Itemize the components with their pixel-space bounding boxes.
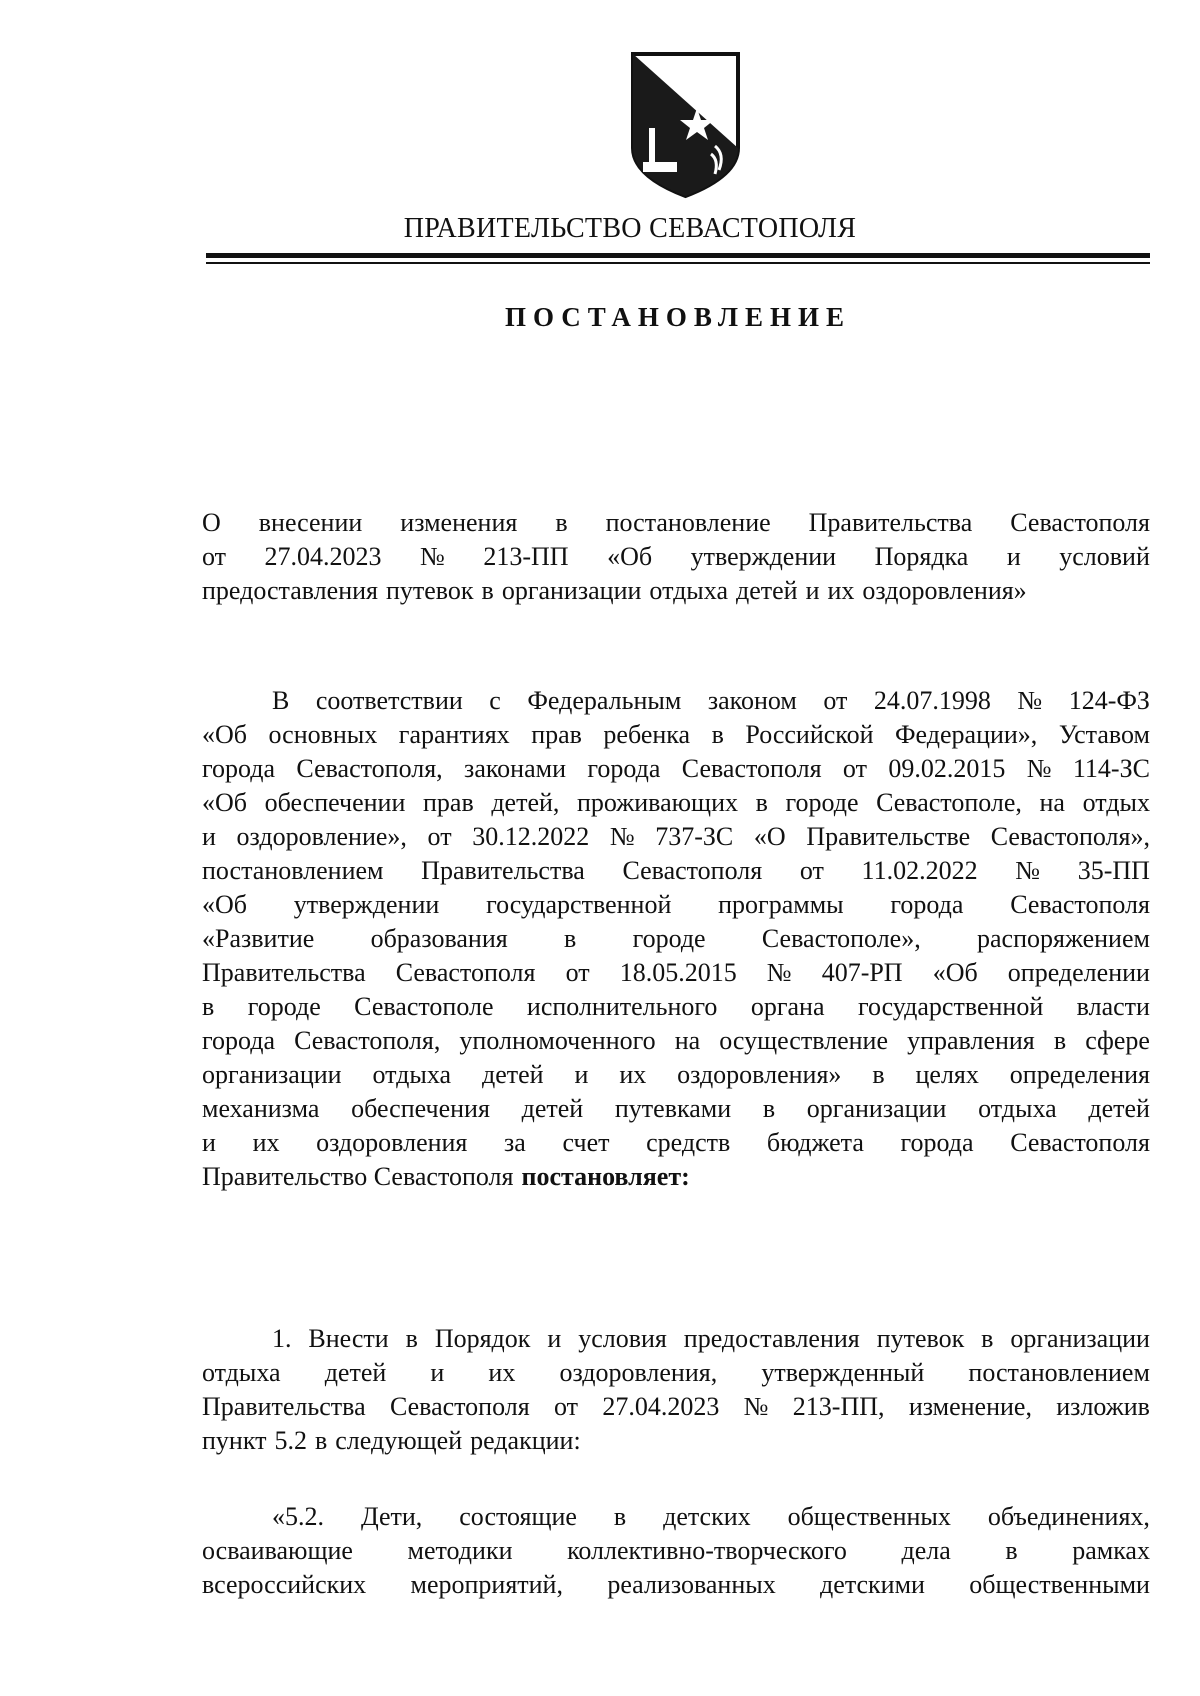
word: Правительства — [808, 508, 973, 537]
word: общественных — [787, 1502, 951, 1531]
word: оздоровления» — [677, 1060, 842, 1089]
word: города — [202, 754, 276, 783]
subject-line — [202, 540, 1150, 574]
word: с — [489, 686, 501, 715]
word: Порядок — [434, 1324, 531, 1353]
word: № — [766, 958, 792, 987]
word: уполномоченного — [459, 1026, 656, 1055]
sevastopol-coat-of-arms-icon — [627, 50, 744, 200]
word: 213-ПП, — [792, 1392, 885, 1421]
word: образования — [370, 924, 508, 953]
word: в — [405, 1324, 418, 1353]
word: Севастополя — [395, 958, 536, 987]
word: 213-ПП — [483, 542, 569, 571]
word: органа — [750, 992, 825, 1021]
word: в — [1005, 1536, 1018, 1565]
word: утверждении — [293, 890, 440, 919]
word: от — [823, 686, 848, 715]
word: № — [420, 542, 445, 571]
word: предоставления — [683, 1324, 860, 1353]
organization-name: ПРАВИТЕЛЬСТВО СЕВАСТОПОЛЯ — [403, 213, 857, 244]
word: Севастополя — [389, 1392, 530, 1421]
word: за — [504, 1128, 526, 1157]
word: реализованных — [607, 1570, 776, 1599]
word: Уставом — [1058, 720, 1150, 749]
word: Правительства — [202, 1392, 366, 1421]
word: в — [755, 788, 768, 817]
word: Севастополя — [681, 754, 822, 783]
word: Севастополя», — [990, 822, 1150, 851]
word: городе — [247, 992, 321, 1021]
preamble-line — [202, 854, 1150, 888]
word: их — [488, 1358, 516, 1387]
word: Севастополе — [354, 992, 494, 1021]
word: сфере — [1085, 1026, 1150, 1055]
word: Севастополе, — [876, 788, 1022, 817]
word: от — [799, 856, 824, 885]
word: Федеральным — [527, 686, 682, 715]
word: в — [711, 720, 724, 749]
word: от — [842, 754, 867, 783]
word: бюджета — [766, 1128, 864, 1157]
word: 24.07.1998 — [873, 686, 991, 715]
word: законом — [707, 686, 797, 715]
word: исполнительного — [526, 992, 718, 1021]
word: пункт — [202, 1426, 267, 1455]
preamble-line — [202, 684, 1150, 718]
word: и — [805, 576, 820, 605]
document-subject — [202, 506, 1150, 608]
word: Правительстве — [806, 822, 971, 851]
word: детей — [324, 1358, 387, 1387]
word: в — [981, 1324, 994, 1353]
word: оздоровления» — [862, 576, 1027, 605]
word: законами — [464, 754, 566, 783]
word: организации — [806, 1094, 947, 1123]
word: обеспечения — [351, 1094, 490, 1123]
word: № — [743, 1392, 769, 1421]
word: «Об — [202, 720, 248, 749]
word: путевок — [385, 576, 474, 605]
word: и — [202, 822, 216, 851]
item-1-line — [202, 1390, 1150, 1424]
word: 5.2 — [274, 1426, 307, 1455]
item-1-line — [202, 1424, 1150, 1458]
word: Севастополя — [1010, 508, 1150, 537]
word: рамках — [1072, 1536, 1150, 1565]
word: Севастополя — [1010, 1128, 1150, 1157]
preamble-last-line-text: Правительство Севастополя — [202, 1162, 514, 1191]
word: и — [430, 1358, 445, 1387]
preamble-line — [202, 752, 1150, 786]
subject-line — [202, 506, 1150, 540]
word: отдыха — [202, 1358, 281, 1387]
word: методики — [407, 1536, 513, 1565]
word: 35-ПП — [1077, 856, 1150, 885]
word: гарантиях — [398, 720, 510, 749]
word: 407-РП — [821, 958, 903, 987]
word: коллективно-творческого — [567, 1536, 847, 1565]
word: от — [427, 822, 452, 851]
preamble-line — [202, 1092, 1150, 1126]
word: Севастополя, — [296, 754, 443, 783]
word: следующей — [335, 1426, 463, 1455]
word: общественными — [969, 1570, 1150, 1599]
word: осуществление — [719, 1026, 889, 1055]
word: средств — [646, 1128, 731, 1157]
word: государственной — [486, 890, 672, 919]
word: Внести — [308, 1324, 389, 1353]
word: Российской — [745, 720, 874, 749]
word: отдыха — [978, 1094, 1057, 1123]
word: города — [202, 1026, 276, 1055]
item-5-2-line — [202, 1568, 1150, 1602]
word: путевок — [876, 1324, 965, 1353]
word: условия — [578, 1324, 667, 1353]
item-5-2-paragraph — [202, 1500, 1150, 1602]
word: «Об — [932, 958, 978, 987]
word: изменения — [400, 508, 518, 537]
word: города — [900, 1128, 974, 1157]
word: 27.04.2023 — [602, 1392, 720, 1421]
word: основных — [268, 720, 378, 749]
word: в — [314, 1426, 328, 1455]
word: утвержденный — [761, 1358, 925, 1387]
word: оздоровления, — [559, 1358, 718, 1387]
word: дела — [901, 1536, 951, 1565]
word: городе — [785, 788, 859, 817]
header-divider-thin — [206, 262, 1150, 264]
word: 18.05.2015 — [619, 958, 737, 987]
word: программы — [718, 890, 844, 919]
word: «5.2. — [272, 1502, 324, 1531]
word: целях — [915, 1060, 979, 1089]
word: в — [1053, 1026, 1067, 1055]
word: 09.02.2015 — [888, 754, 1006, 783]
word: и — [1006, 542, 1021, 571]
word: № — [1017, 686, 1043, 715]
word: в — [481, 576, 494, 605]
word: 30.12.2022 — [472, 822, 590, 851]
word: 114-ЗС — [1072, 754, 1150, 783]
word: Севастополя — [622, 856, 763, 885]
word: счет — [562, 1128, 610, 1157]
word: отдыха — [372, 1060, 452, 1089]
preamble-line — [202, 1024, 1150, 1058]
word: организации — [1010, 1324, 1150, 1353]
word: 124-ФЗ — [1068, 686, 1150, 715]
preamble-paragraph — [202, 684, 1150, 1194]
word: определении — [1007, 958, 1150, 987]
header-divider-thick — [206, 253, 1150, 258]
word: Севастополя — [1010, 890, 1150, 919]
word: мероприятий, — [410, 1570, 563, 1599]
word: прав — [531, 720, 582, 749]
item-1-line — [202, 1356, 1150, 1390]
word: № — [1015, 856, 1041, 885]
word: оздоровления — [316, 1128, 468, 1157]
word: и — [574, 1060, 589, 1089]
word: Севастополе», — [761, 924, 921, 953]
preamble-line — [202, 1058, 1150, 1092]
preamble-last-line — [202, 1160, 1150, 1194]
preamble-line — [202, 922, 1150, 956]
word: утверждении — [690, 542, 837, 571]
word: механизма — [202, 1094, 320, 1123]
word: от — [554, 1392, 579, 1421]
word: детей — [521, 1094, 584, 1123]
word: постановление — [605, 508, 771, 537]
word: соответствии — [315, 686, 463, 715]
preamble-line — [202, 718, 1150, 752]
word: № — [1026, 754, 1052, 783]
preamble-line — [202, 1126, 1150, 1160]
word: их — [827, 576, 855, 605]
word: детей — [481, 1060, 544, 1089]
word: и — [547, 1324, 562, 1353]
word: обеспечении — [264, 788, 406, 817]
word: от — [202, 542, 227, 571]
word: изменение, — [908, 1392, 1032, 1421]
word: детских — [663, 1502, 751, 1531]
word: «Об — [202, 890, 248, 919]
word: государственной — [857, 992, 1044, 1021]
word: № — [609, 822, 635, 851]
resolves-keyword: постановляет: — [521, 1162, 690, 1191]
word: осваивающие — [202, 1536, 353, 1565]
word: условий — [1059, 542, 1150, 571]
word: изложив — [1056, 1392, 1150, 1421]
document-type-title: ПОСТАНОВЛЕНИЕ — [504, 302, 852, 332]
item-5-2-line — [202, 1534, 1150, 1568]
item-1-paragraph — [202, 1322, 1150, 1458]
word: прав — [422, 788, 474, 817]
word: на — [674, 1026, 701, 1055]
word: Федерации», — [895, 720, 1038, 749]
preamble-line — [202, 956, 1150, 990]
word: В — [272, 686, 290, 715]
word: организации — [501, 576, 642, 605]
word: города — [587, 754, 661, 783]
word: всероссийских — [202, 1570, 367, 1599]
word: путевками — [614, 1094, 732, 1123]
word: в — [613, 1502, 627, 1531]
word: 1. — [272, 1324, 292, 1353]
word: «Развитие — [202, 924, 315, 953]
word: на — [1039, 788, 1065, 817]
word: организации — [202, 1060, 342, 1089]
word: Правительства — [202, 958, 366, 987]
preamble-line — [202, 888, 1150, 922]
word: в — [202, 992, 215, 1021]
item-1-line — [202, 1322, 1150, 1356]
word: проживающих — [577, 788, 738, 817]
word: их — [619, 1060, 647, 1089]
word: детей, — [491, 788, 560, 817]
word: определения — [1009, 1060, 1150, 1089]
word: внесении — [258, 508, 363, 537]
word: их — [252, 1128, 280, 1157]
word: отдых — [1082, 788, 1150, 817]
word: редакции: — [470, 1426, 581, 1455]
word: Правительства — [421, 856, 585, 885]
preamble-line — [202, 990, 1150, 1024]
word: распоряжением — [977, 924, 1150, 953]
word: и — [202, 1128, 216, 1157]
word: в — [555, 508, 568, 537]
word: в — [762, 1094, 776, 1123]
word: детскими — [820, 1570, 925, 1599]
word: объединениях, — [987, 1502, 1150, 1531]
word: «Об — [607, 542, 653, 571]
word: состоящие — [459, 1502, 577, 1531]
word: в — [872, 1060, 885, 1089]
word: ребенка — [603, 720, 691, 749]
word: Порядка — [874, 542, 969, 571]
word: постановлением — [968, 1358, 1150, 1387]
word: О — [202, 508, 221, 537]
word: в — [564, 924, 577, 953]
word: от — [565, 958, 590, 987]
word: детей — [1088, 1094, 1150, 1123]
word: власти — [1076, 992, 1150, 1021]
word: управления — [907, 1026, 1035, 1055]
word: 737-ЗС — [655, 822, 734, 851]
word: детей — [735, 576, 798, 605]
word: постановлением — [202, 856, 384, 885]
word: отдыха — [649, 576, 728, 605]
word: Севастополя, — [294, 1026, 441, 1055]
word: «О — [753, 822, 786, 851]
word: оздоровление», — [236, 822, 407, 851]
word: Дети, — [360, 1502, 423, 1531]
word: предоставления — [202, 576, 378, 605]
preamble-line — [202, 786, 1150, 820]
word: «Об — [202, 788, 248, 817]
word: городе — [632, 924, 706, 953]
item-5-2-line — [202, 1500, 1150, 1534]
word: города — [890, 890, 964, 919]
subject-line — [202, 574, 1150, 608]
word: 27.04.2023 — [264, 542, 382, 571]
word: 11.02.2022 — [861, 856, 978, 885]
preamble-line — [202, 820, 1150, 854]
